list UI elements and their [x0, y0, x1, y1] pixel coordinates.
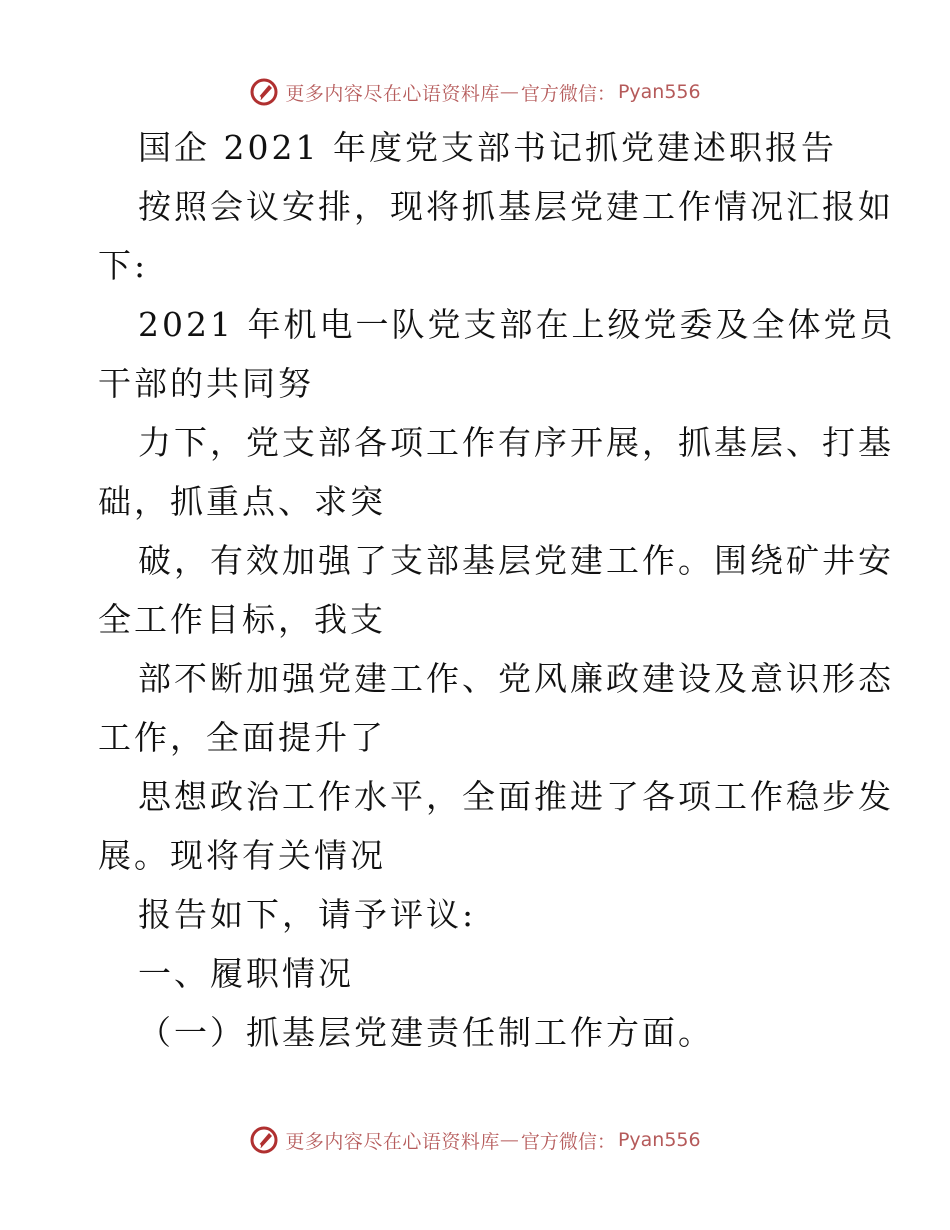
watermark-wechat-id: Pyan556 — [617, 81, 701, 103]
header-watermark — [0, 72, 950, 112]
watermark-wechat-label: 官方微信： — [520, 82, 616, 105]
paragraph-line: 础，抓重点、求突 — [98, 482, 386, 521]
paragraph-line: 思想政治工作水平，全面推进了各项工作稳步发 — [138, 777, 894, 816]
paragraph-line: 力下，党支部各项工作有序开展，抓基层、打基 — [138, 423, 894, 462]
section-heading: 一、履职情况 — [138, 954, 354, 993]
watermark-wechat-label: 官方微信： — [520, 1130, 616, 1153]
document-title: 国企 2021 年度党支部书记抓党建述职报告 — [138, 128, 837, 167]
footer-watermark — [0, 1120, 950, 1160]
paragraph-line: 按照会议安排，现将抓基层党建工作情况汇报如 — [138, 187, 894, 226]
paragraph-line: 2021 年机电一队党支部在上级党委及全体党员 — [138, 305, 896, 344]
watermark-brand: 更多内容尽在心语资料库 — [285, 1130, 500, 1153]
paragraph-line: 下: — [98, 246, 149, 285]
paragraph-line: 展。现将有关情况 — [98, 836, 386, 875]
paragraph-line: 干部的共同努 — [98, 364, 314, 403]
paragraph-line: 报告如下，请予评议: — [138, 895, 477, 934]
paragraph-line: 全工作目标，我支 — [98, 600, 386, 639]
pen-logo-icon — [249, 1125, 279, 1155]
watermark-brand: 更多内容尽在心语资料库 — [285, 82, 500, 105]
paragraph-line: 破，有效加强了支部基层党建工作。围绕矿井安 — [138, 541, 894, 580]
watermark-separator: — — [499, 81, 519, 103]
paragraph-line: 工作，全面提升了 — [98, 718, 386, 757]
pen-logo-icon — [249, 77, 279, 107]
subsection-heading: （一）抓基层党建责任制工作方面。 — [138, 1013, 714, 1052]
watermark-wechat-id: Pyan556 — [617, 1129, 701, 1151]
watermark-separator: — — [499, 1129, 519, 1151]
paragraph-line: 部不断加强党建工作、党风廉政建设及意识形态 — [138, 659, 894, 698]
